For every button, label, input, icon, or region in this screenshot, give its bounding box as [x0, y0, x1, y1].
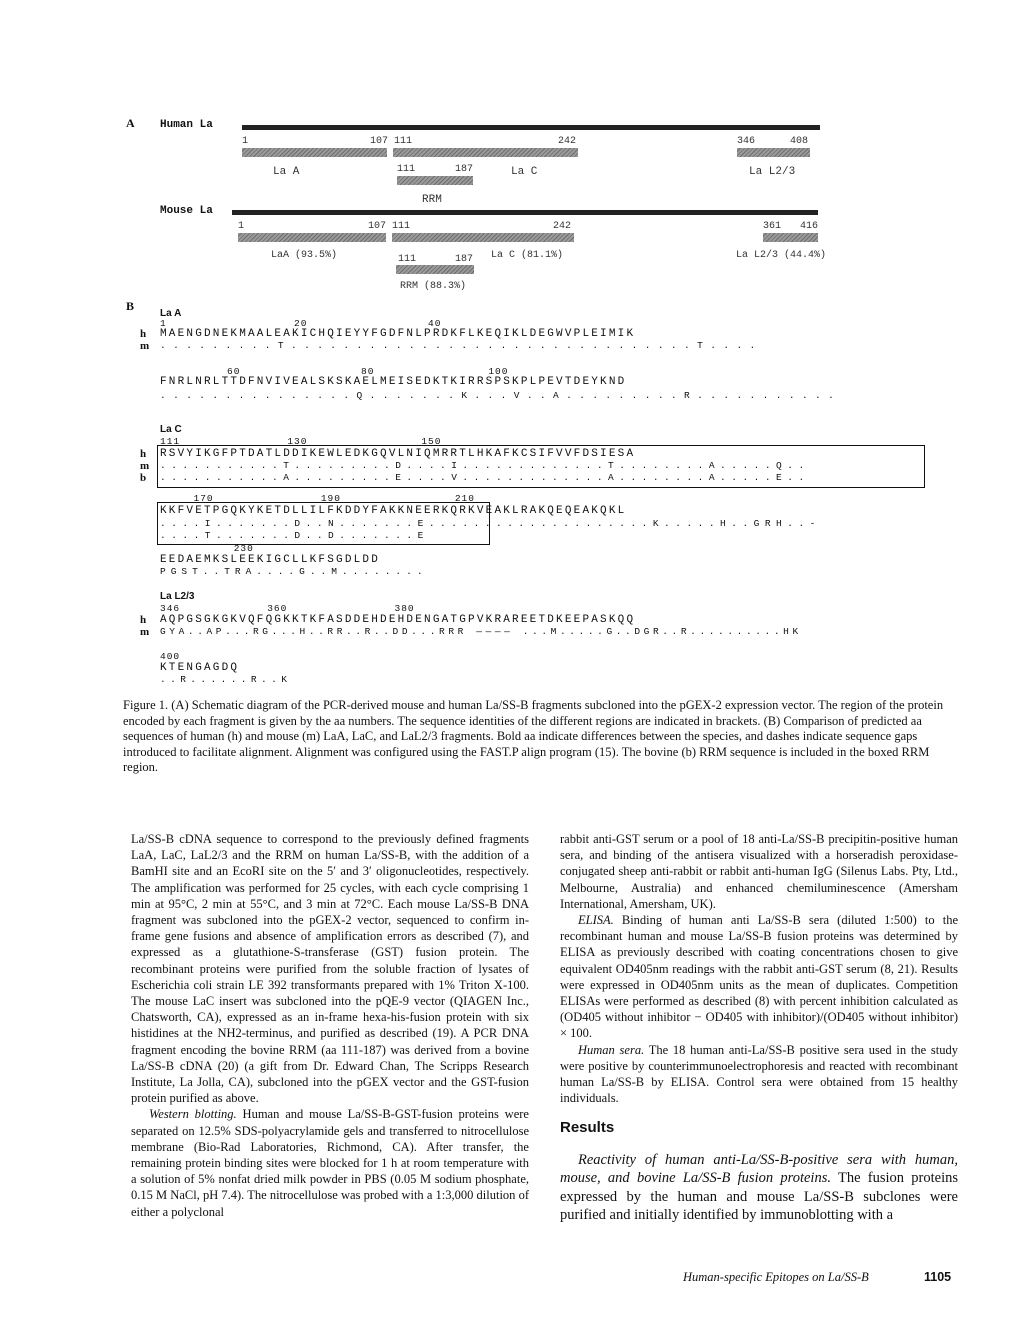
mouse-lac-fragment [392, 233, 574, 242]
human-la-bar [242, 125, 820, 130]
page-number: 1105 [924, 1270, 952, 1284]
lal23-section-title: La L2/3 [160, 591, 195, 602]
laa-numbers-row2: 60 80 100 [160, 366, 509, 377]
lal23-human-seq-row2: KTENGAGDQ [160, 662, 240, 674]
mouse-lal23-label: La L2/3 (44.4%) [736, 250, 827, 261]
mouse-laa-fragment [238, 233, 386, 242]
lac-human-seq-row3: EEDAEMKSLEEKIGCLLKFSGDLDD [160, 554, 381, 566]
mouse-num-242: 242 [553, 221, 572, 232]
lal23-numbers-row2: 400 [160, 651, 181, 662]
human-rrm-label: RRM [422, 194, 442, 206]
western-blotting-text: Human and mouse La/SS-B-GST-fusion proteins were separated on 12.5% SDS-polyacrylamide gels and transferred to nitrocellulose membrane (Bio-Rad Laboratories, Richmond, CA). After transfer, the remaining protein binding sites were blocked for 1 h at room temperature with a solution of 5% nonfat dried milk powder in PBS (0.05 M sodium phosphate, 0.15 M NaCl, pH 7.4). The nitrocellulose was probed with a 1:3,000 dilution of either a polyclonal [131, 1107, 529, 1219]
western-blotting-paragraph [131, 1106, 529, 1219]
panel-b-letter: B [126, 299, 135, 313]
lac-human-seq-row1: RSVYIKGFPTDATLDDIKEWLEDKGQVLNIQMRRTLHKAFKCSIFVVFDSIESA [160, 448, 636, 460]
figure-caption: Figure 1. (A) Schematic diagram of the PCR-derived mouse and human La/SS-B fragments subcloned into the pGEX-2 expression vector. The region of the protein encoded by each fragment is given by the aa numbers. The sequence identities of the different regions are indicated in brackets. (B) Comparison of predicted aa sequences of human (h) and mouse (m) LaA, LaC, and LaL2/3 fragments. Bold aa indicate differences between the species, and dashes indicate sequence gaps introduced to facilitate alignment. Alignment was configured using the FAST.P align program (15). The bovine (b) RRM sequence is included in the boxed RRM region. [123, 698, 944, 774]
human-num-1: 1 [242, 136, 249, 147]
antiserum-paragraph: rabbit anti-GST serum or a pool of 18 anti-La/SS-B precipitin-positive human sera, and binding of the antisera visualized with a horseradish peroxidase-conjugated sheep anti-rabbit or rabbit anti-human IgG (Silenus Labs. Pty, Ltd., Melbourne, Australia) and enhanced chemiluminescence (Amersham International, Amersham, UK). [560, 832, 958, 911]
mouse-lac-label: La C (81.1%) [491, 250, 564, 261]
human-sera-heading: Human sera. [578, 1042, 645, 1057]
laa-numbers-row1: 1 20 40 [160, 318, 442, 329]
mouse-num-1: 1 [238, 221, 245, 232]
lac-human-label: h [140, 448, 147, 460]
elisa-text: Binding of human anti La/SS-B sera (diluted 1:500) to the recombinant human and mouse La/SS-B fusion proteins was determined by ELISA as previously described with coating concentrations chosen to give equivalent OD405nm readings with the rabbit anti-GST serum (8, 21). Results were expressed in OD405nm units as the mean of duplicates. Competition ELISAs were performed as described (8) with percent inhibition calculated as (OD405 without inhibitor − OD405 with inhibitor)/(OD405 without inhibitor) × 100. [560, 913, 958, 1041]
human-la-label: Human La [160, 119, 213, 131]
human-lal23-fragment [737, 148, 810, 157]
lac-mouse-seq-row1: ...........T.........D....I.............T........A.....Q.. [160, 460, 810, 471]
lac-section-title: La C [160, 424, 182, 435]
laa-human-seq-row1: MAENGDNEKMAALEAKICHQIEYYFGDFNLPRDKFLKEQIKLDEGWVPLEIMIK [160, 328, 636, 340]
mouse-num-111: 111 [392, 221, 411, 232]
mouse-num-107: 107 [368, 221, 387, 232]
human-laa-fragment [242, 148, 387, 157]
lac-human-seq-row2: KKFVETPGQKYKETDLLILFKDDYFAKKNEERKQRKVEAKLRAKQEQEAKQKL [160, 505, 627, 517]
lac-mouse-label: m [140, 460, 150, 472]
reactivity-text: The fusion proteins expressed by the human and mouse La/SS-B subclones were purified and initially identified by immunoblotting with a [560, 1170, 958, 1224]
western-blotting-heading: Western blotting. [149, 1107, 237, 1122]
laa-mouse-seq-row2: ...............Q.......K...V..A.........R........... [160, 390, 842, 401]
human-sera-paragraph [560, 1042, 958, 1107]
human-lac-label: La C [511, 166, 538, 178]
running-title: Human-specific Epitopes on La/SS-B [683, 1270, 869, 1284]
mouse-rrm-fragment [396, 265, 474, 274]
lac-numbers-row1: 111 130 150 [160, 436, 442, 447]
mouse-lal23-fragment [763, 233, 818, 242]
reactivity-paragraph [560, 1151, 958, 1225]
lal23-mouse-seq-row1: GYA..AP...RG...H..RR..R..DD...RRR ———— ...M.....G..DGR..R..........HK [160, 626, 802, 637]
lac-bovine-seq-row2: ....T.......D..D.......E [160, 530, 429, 541]
laa-section-title: La A [160, 308, 182, 319]
lac-numbers-row2: 170 190 210 [160, 493, 475, 504]
lac-bovine-label: b [140, 472, 147, 484]
mouse-rrm-num-187: 187 [455, 254, 474, 265]
lal23-mouse-seq-row2: ..R......R..K [160, 674, 292, 685]
lal23-human-seq-row1: AQPGSGKGKVQFQGKKTKFASDDEHDEHDENGATGPVKRAREETDKEEPASKQQ [160, 614, 636, 626]
elisa-paragraph [560, 912, 958, 1042]
human-num-242: 242 [558, 136, 577, 147]
human-rrm-num-187: 187 [455, 164, 474, 175]
mouse-num-361: 361 [763, 221, 782, 232]
laa-human-label: h [140, 328, 147, 340]
mouse-laa-label: LaA (93.5%) [271, 250, 338, 261]
human-num-111: 111 [394, 136, 413, 147]
lal23-mouse-label: m [140, 626, 150, 638]
human-rrm-fragment [397, 176, 473, 185]
lac-bovine-seq-row1: ...........A.........E....V.............A........A.....E.. [160, 472, 810, 483]
lac-numbers-row3: 230 [160, 543, 254, 554]
laa-human-seq-row2: FNRLNRLTTDFNVIVEALSKSKAELMEISEDKTKIRRSPSKPLPEVTDEYKND [160, 376, 627, 388]
lac-mouse-seq-row2: ....I.......D..N.......E....................K.....H..GRH..- [160, 518, 821, 529]
human-laa-label: La A [273, 166, 300, 178]
human-lac-fragment [393, 148, 578, 157]
results-heading: Results [560, 1119, 615, 1137]
lal23-numbers-row1: 346 360 380 [160, 603, 415, 614]
laa-mouse-label: m [140, 340, 150, 352]
reactivity-heading: Reactivity of human anti-La/SS-B-positive sera with human, mouse, and bovine La/SS-B fusion proteins. [560, 1151, 958, 1187]
mouse-rrm-num-111: 111 [398, 254, 417, 265]
panel-a-letter: A [126, 116, 135, 130]
laa-mouse-seq-row1: .........T...............................T.... [160, 340, 763, 351]
left-column [131, 831, 529, 1220]
lal23-human-label: h [140, 614, 147, 626]
methods-paragraph: La/SS-B cDNA sequence to correspond to the previously defined fragments LaA, LaC, LaL2/3 and the RRM on human La/SS-B, with the addition of a BamHI site and an EcoRI site on the 5′ and 3′ oligonucleotides, respectively. The amplification was performed for 25 cycles, with each cycle comprising 1 min at 95°C, 2 min at 55°C, and 3 min at 72°C. Each mouse La/SS-B DNA fragment was subcloned into the pGEX-2 vector, sequenced to confirm in-frame gene fusions and absence of amplification errors as described (7), and expressed as a glutathione-S-transferase (GST) fusion protein. The recombinant proteins were purified from the soluble fraction of lysates of Escherichia coli strain LE 392 transformants prepared with 1% Triton X-100. The mouse LaC insert was subcloned into the pQE-9 vector (QIAGEN Inc., Chatsworth, CA), expressed as an in-frame hexa-his-fusion protein with six histidines at the NH2-terminus, and purified as described (19). A PCR DNA fragment encoding the bovine RRM (aa 111-187) was derived from a bovine La/SS-B cDNA (20) (a gift from Dr. Edward Chan, The Scripps Research Institute, La Jolla, CA), subcloned into the pGEX vector and the GST-fusion protein purified as above. [131, 832, 529, 1106]
mouse-la-label: Mouse La [160, 205, 213, 217]
human-num-408: 408 [790, 136, 809, 147]
mouse-num-416: 416 [800, 221, 819, 232]
human-lal23-label: La L2/3 [749, 166, 796, 178]
human-rrm-num-111: 111 [397, 164, 416, 175]
lac-mouse-seq-row3: PGST..TRA....G..M........ [160, 566, 428, 577]
right-column [560, 831, 958, 1225]
mouse-la-bar [232, 210, 818, 215]
elisa-heading: ELISA. [578, 913, 614, 928]
human-num-107: 107 [370, 136, 389, 147]
human-sera-text: The 18 human anti-La/SS-B positive sera used in the study were positive by counterimmunoelectrophoresis and reacted with recombinant human La/SS-B by ELISA. Control sera were obtained from 15 healthy individuals. [560, 1042, 958, 1106]
human-num-346: 346 [737, 136, 756, 147]
mouse-rrm-label: RRM (88.3%) [400, 281, 467, 292]
